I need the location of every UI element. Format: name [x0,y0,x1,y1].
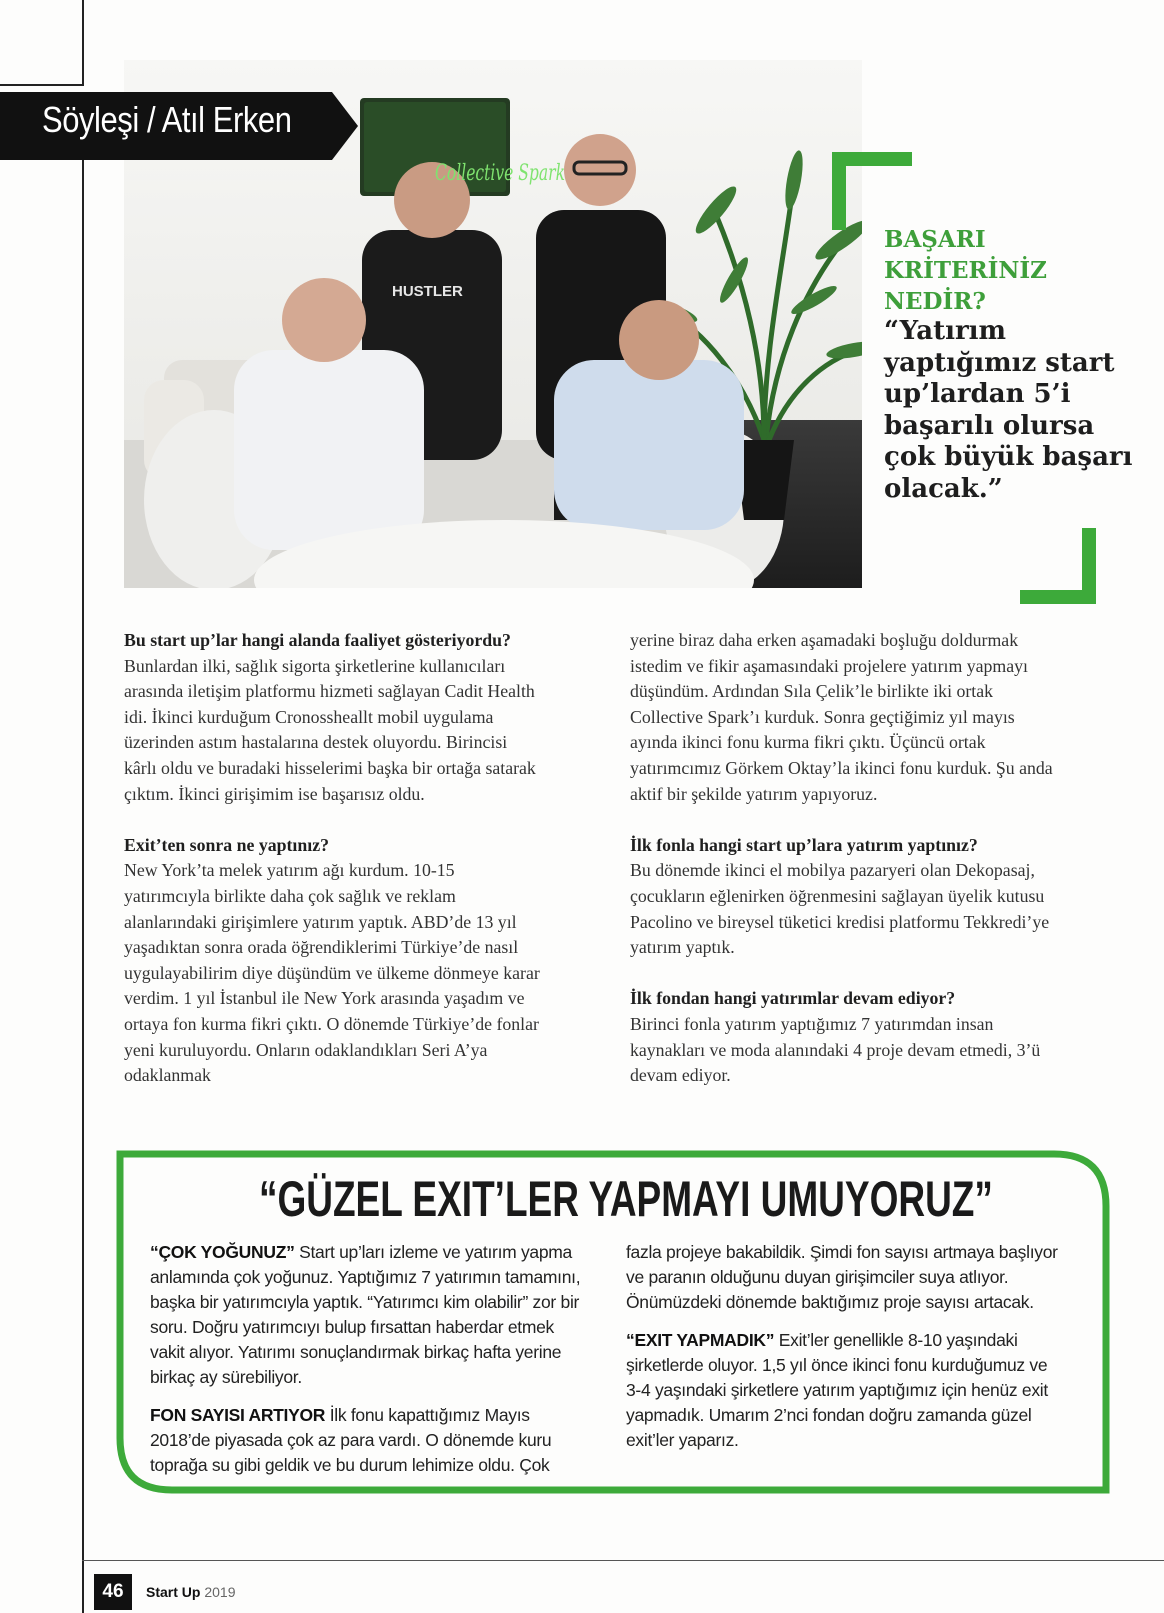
interview-question: İlk fonla hangi start up’lara yatırım yaptınız? [630,834,978,855]
margin-rule-left [82,0,84,86]
article-left-column [124,628,544,1089]
sidebar-box-title-text: “GÜZEL EXIT’LER YAPMAYI UMUYORUZ” [258,1171,993,1227]
sidebar-paragraph-text: fazla projeye bakabildik. Şimdi fon sayısı artmaya başlıyor ve paranın olduğunu duyan girişimciler suya atlıyor. Önümüzdeki dönemde baktığımız proje sayısı artacak. [626,1242,1058,1312]
sidebar-lead-in: “ÇOK YOĞUNUZ” [150,1242,295,1262]
interview-answer: Bunlardan ilki, sağlık sigorta şirketlerine kullanıcıları arasında iletişim platformu hizmeti sağlayan Cadit Health idi. İkinci kurduğum Cronossheallt mobil uygulama üzerinden astım hastalarına destek oluyordu. Birincisi kârlı oldu ve buradaki hisselerimi başka bir ortağa satarak çıktım. İkinci girişimim ise başarısız oldu. [124,655,536,804]
interview-question: Exit’ten sonra ne yaptınız? [124,834,329,855]
neon-sign-text: Collective Spark [435,161,565,186]
page-number: 46 [94,1574,132,1610]
sidebar-paragraph [626,1240,1066,1315]
margin-rule-top [0,84,84,86]
paragraph-gap [630,961,1060,987]
sidebar-paragraph [150,1240,582,1390]
interview-question: Bu start up’lar hangi alanda faaliyet gösteriyordu? [124,630,511,650]
sidebar-lead-in: FON SAYISI ARTIYOR [150,1405,326,1425]
paragraph-gap [150,1390,582,1403]
margin-rule-left-long [82,160,84,1613]
sidebar-paragraph-text: Start up’ları izleme ve yatırım yapma anlamında çok yoğunuz. Yaptığımız 7 yatırımın tamamını, başka bir yatırımcıyla yaptık. “Yatırımcı kim olabilir” zor bir soru. Doğru yatırımcıyı bulup fırsattan haberdar etmek vakit alıyor. Yatırımı sonuçlandırmak birkaç hafta yerine birkaç ay sürebiliyor. [150,1242,581,1387]
interview-answer: Birinci fonla yatırım yaptığımız 7 yatırımdan insan kaynakları ve moda alanındaki 4 proje devam etmedi, 3’ü devam ediyor. [630,1013,1041,1086]
pull-quote-corner-bottom-v [1082,528,1096,604]
section-tag [0,92,360,160]
section-tag-text: Söyleşi / Atıl Erken [42,99,292,140]
sidebar-paragraph [626,1328,1066,1453]
pull-quote-answer: “Yatırım yaptığımız start up’lardan 5’i başarılı olursa çok büyük başarı olacak.” [884,316,1133,504]
magazine-name: Start Up [146,1584,201,1600]
interview-answer: yerine biraz daha erken aşamadaki boşluğu doldurmak istedim ve fikir aşamasındaki projelere yatırım yapmayı düşündüm. Ardından Sıla Çelik’le birlikte iki ortak Collective Spark’ı kurduk. Sonra geçtiğimiz yıl mayıs ayında ikinci fonu kurma fikri çıktı. Üçüncü ortak yatırımcımız Görkem Oktay’la ikinci fonu kurduk. Şu anda aktif bir şekilde yatırım yapıyoruz. [630,630,1053,804]
sidebar-paragraph-text: İlk fonu kapattığımız Mayıs 2018’de piyasada çok az para vardı. O dönemde kuru toprağa su gibi geldik ve bu durum lehimize oldu. Çok [150,1405,552,1475]
paragraph-gap [626,1315,1066,1328]
pull-quote-corner-top-v [832,152,846,230]
interview-question: İlk fondan hangi yatırımlar devam ediyor? [630,988,956,1009]
publication-year: 2019 [204,1584,236,1600]
sidebar-box-title [130,1170,1100,1228]
margin-rule-bottom [82,1560,1164,1561]
interview-answer: Bu dönemde ikinci el mobilya pazaryeri olan Dekopasaj, çocukların eğlenirken öğrenmesini sağlayan üyelik kutusu Pacolino ve bireysel tüketici kredisi platformu Tekkredi’ye yatırım yaptık. [630,860,1050,958]
sidebar-paragraph-text: Exit’ler genellikle 8-10 yaşındaki şirketlerde oluyor. 1,5 yıl önce ikinci fonu kurduğumuz ve 3-4 yaşındaki şirketlere yatırım yaptığımız için henüz exit yapmadık. Umarım 2’nci fondan doğru zamanda güzel exit’ler yaparız. [626,1330,1048,1450]
interview-answer: New York’ta melek yatırım ağı kurdum. 10-15 yatırımcıyla birlikte daha çok sağlık ve reklam alanlarındaki girişimlere yatırım yaptık. ABD’de 13 yıl yaşadıktan sonra orada öğrendiklerimi Türkiye’de nasıl uygulayabilirim diye düşündüm ve ülkeme dönmeye karar verdim. 1 yıl İstanbul ile New York arasında yaşadım ve ortaya fon kurma fikri çıktı. O dönemde Türkiye’de fonlar yeni kuruluyordu. Onların odaklandıkları Seri A’ya odaklanmak [124,860,540,1086]
sidebar-box-right-column [626,1240,1066,1453]
pull-quote-question: BAŞARI KRİTERİNİZ NEDİR? [884,226,1047,315]
paragraph-gap [124,807,544,833]
shirt-text: HUSTLER [392,283,463,300]
sidebar-lead-in: “EXIT YAPMADIK” [626,1330,775,1350]
article-right-column [630,628,1060,1089]
sidebar-paragraph [150,1403,582,1478]
publication-label [146,1584,236,1600]
paragraph-gap [630,807,1060,833]
sidebar-box-left-column [150,1240,582,1478]
